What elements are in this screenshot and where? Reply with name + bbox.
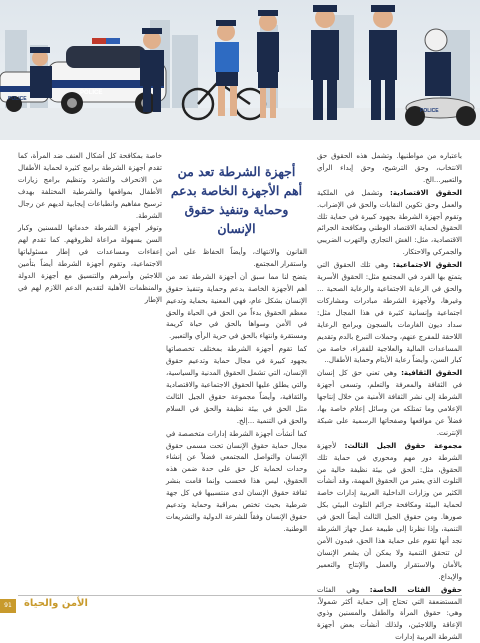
column-left: [18, 150, 162, 585]
page-footer: [0, 589, 480, 617]
paragraph-text: وتشمل في الملكية والعمل وحق تكوين النقابات والحق في الإضراب. وتقوم أجهزة الشرطة بجهود كبيرة في حماية تلك الحقوق لحماية الاقتصاد الوطني ومكافحة الجرائم الاقتصادية، مثل: الغش التجاري والتهرب الضريبي والجمركي والاحتكار.: [317, 187, 462, 257]
footer-divider: [18, 595, 462, 596]
page-number: 91: [0, 599, 16, 613]
paragraph-lead: الحقوق الثقافية:: [401, 368, 463, 378]
paragraph: وتوفر أجهزة الشرطة خدماتها للمسنين وكبار السن بسهولة مراعاة لظروفهم. كما تقدم لهم إعفاءات ومساعدات في إطار مسئولياتها الاجتماعية، وتقوم أجهزة الشرطة أيضاً بتأمين اللاجئين وأسرهم والتنسيق مع أجهزة الدولة والمنظمات الأهلية لتقديم الدعم اللازم لهم في الإطار: [18, 223, 162, 304]
car-label-3: POLICE: [8, 96, 27, 102]
paragraph: [317, 150, 462, 186]
paragraph-text: وهي الفئات المستضعفة التي تحتاج إلى حماية أكثر شمولاً، وهي: حقوق المرأة والطفل والمسنين وذوي الإعاقة واللاجئين، ولذلك أنشأت بعض أجهزة الشرطة العربية إدارات: [317, 584, 462, 642]
paragraph-lead: الحقوق الاقتصادية:: [389, 187, 462, 197]
paragraph: خاصة بمكافحة كل أشكال العنف ضد المرأة، كما تقدم أجهزة الشرطة برامج كثيرة لحماية الأطفال من الانحراف والتشرد وتنظيم برامج زيارات الأطفال بمواقعها والشرطية المختلفة بهدف ترسيخ مفاهيم وانطباعات إيجابية لديهم عن رجال الشرطة.: [18, 151, 162, 220]
column-right: [317, 150, 463, 642]
paragraph-text: لأجهزة الشرطة دور مهم ومحوري في حماية تلك الحقوق، مثل: الحق في بيئة نظيفة خالية من التلوث الذي يعتبر من الحقوق المهمة، وقد أنشأت الكثير من وزارات الداخلية العربية إدارات خاصة لحماية البيئة ومكافحة جرائم التلوث البيئي بكل صورها. ومن حقوق الجيل الثالث أيضاً الحق في التنمية، وإذا نظرنا إلى طبيعة عمل جهاز الشرطة نجد أنها تقوم على حماية هذا الحق، فبدون الأمن لن تتحقق التنمية ولا يمكن أن يشعر الإنسان بالأمان والاستقرار والعمل والإنتاج والتعمير والإبداع.: [317, 440, 462, 581]
paragraph: [317, 259, 462, 366]
police-illustration: [0, 0, 480, 140]
bike-label: POLICE: [420, 108, 439, 114]
paragraph-text: باعتباره من مواطنيها. وتشمل هذه الحقوق حق الانتخاب، وحق الترشيح، وحق إبداء الرأي والتعبير...الخ.: [317, 151, 462, 184]
paragraph: كما أنشأت أجهزة الشرطة إدارات متخصصة في مجال حماية حقوق الإنسان تحت مسمى حقوق الإنسان والتواصل المجتمعي فضلاً عن إنشاء وحدات لحماية كل حق على حدة ضمن هذه الحقوق، ليس هذا فحسب وإنما قامت بنشر ثقافة حقوق الإنسان لدى منتسبيها في كل جهة شرطية بحيث تختص بمراقبة وحماية وتدعيم حقوق الإنسان وفقاً للشرعة الدولية والتشريعات الوطنية.: [166, 428, 307, 533]
paragraph-lead: حقوق الفئات الخاصة:: [369, 584, 462, 594]
magazine-brand: الأمن والحياة: [24, 598, 88, 609]
paragraph: [317, 367, 462, 438]
paragraph-lead: مجموعة حقوق الجيل الثالث:: [344, 440, 463, 450]
column-middle: [166, 150, 307, 585]
paragraph-text: وهي تعني حق كل إنسان في الثقافة والمعرفة والتعلم، وتسعى أجهزة الشرطة إلى نشر الثقافة الأمنية من خلال إنتاجها الإعلامي وما تمتلكه من وسائل إعلام خاصة بها، فضلاً عن مواقعها وصفحاتها الرسمية على شبكة الإنترنت.: [317, 368, 462, 437]
paragraph: كما تقوم أجهزة الشرطة بمختلف تخصصاتها بجهود كبيرة في مجال حماية وتدعيم حقوق الإنسان، التي تشمل الحقوق المدنية والسياسية، والتي يطلق عليها الحقوق الاجتماعية والاقتصادية والثقافية، وأيضاً مجموعة حقوق الجيل الثالث مثل الحق في بيئة نظيفة والحق في السلام والحق في التنمية ...إلخ.: [166, 344, 307, 425]
article-title: أجهزة الشرطة تعد من أهم الأجهزة الخاصة بدعم وحماية وتنفيذ حقوق الإنسان: [170, 164, 303, 236]
paragraph-text: وهي تلك الحقوق التي يتمتع بها الفرد في المجتمع مثل: الحقوق الأسرية والحق في الرعاية الاجتماعية والرعاية الصحية ... وغيرها، ولأجهزة الشرطة مبادرات ومشاركات اجتماعية وإنسانية كثيرة في هذا المجال مثل: سداد ديون الغارمات بالسجون وبرامج الرعاية اللاحقة للمفرج عنهم، وحملات التبرع بالدم وتقديم المساعدات المالية والعلاجية للفقراء، خاصة من كبار السن، وأيضاً رعاية الأيتام وحماية الأطفال..: [317, 260, 462, 365]
paragraph: القانون والانتهاك، وأيضاً الحفاظ على أمن واستقرار المجتمع.: [166, 247, 307, 268]
car-label-2: POLICE: [80, 90, 103, 96]
paragraph: يتضح لنا مما سبق أن أجهزة الشرطة تعد من أهم الأجهزة الخاصة بدعم وحماية وتنفيذ حقوق الإنسان بشكل عام، فهي المعنية بحماية وتدعيم معظم الحقوق بدءاً من الحق في الحياة والحق في الأمن وسواها بالحق في حياة كريمة ومستقرة وانتهاء بالحق في حرية الرأي والتعبير.: [166, 271, 307, 341]
paragraph: [317, 440, 462, 583]
paragraph-lead: الحقوق الاجتماعية:: [392, 260, 462, 270]
paragraph: [317, 187, 462, 258]
header-banner: [0, 0, 480, 140]
